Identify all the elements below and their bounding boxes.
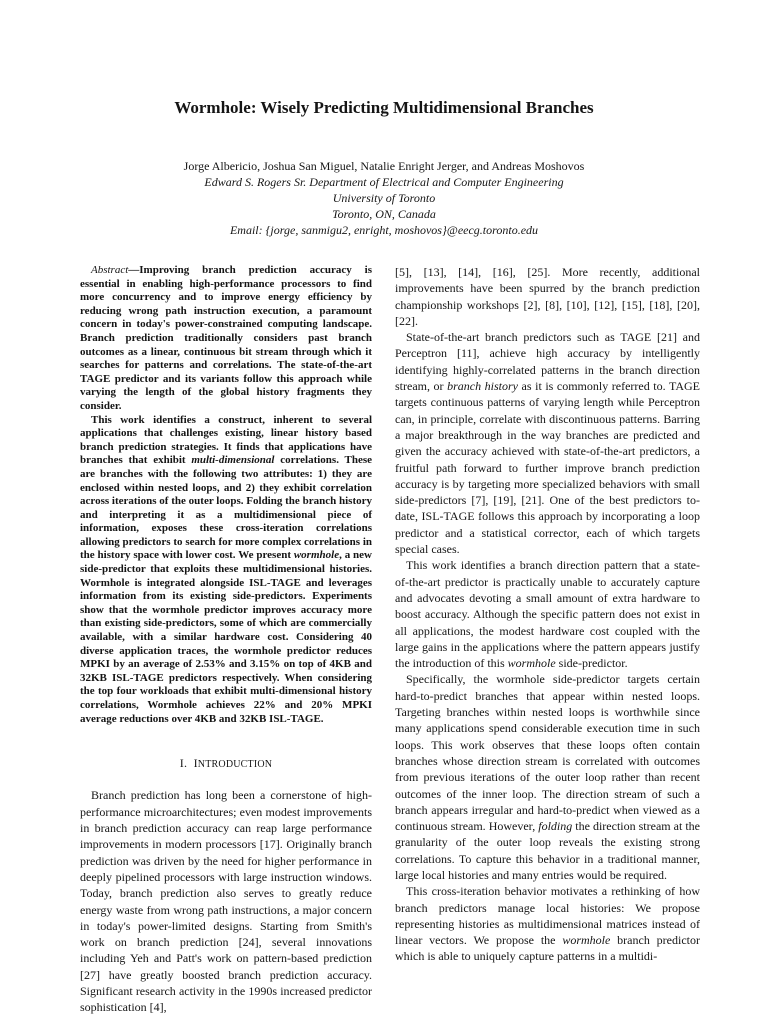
intro-paragraph-2: State-of-the-art branch predictors such as TAGE [21] and Perceptron [11], achieve high accuracy by intelligently identifying highly-correlated patterns in the branch direction stream, or branch history as it is commonly referred to. TAGE targets continuous patterns of varying length while Perceptron can, in principle, correlate with discontinuous patterns. Barring a major breakthrough in the way branches are predicted and given the accuracy achieved with state-of-the-art predictors, a fruitful path forward to further improve branch prediction accuracy is by targeting more specialized behaviors with small side-predictors [7], [19], [21]. One of the best predictors to-date, ISL-TAGE follows this approach by incorporating a loop predictor and a statistical corrector, each of which targets special cases. [395, 330, 701, 557]
abstract-label: Abstract [91, 264, 129, 276]
right-column [395, 264, 700, 965]
author-location: Toronto, ON, Canada [332, 207, 436, 221]
author-block [0, 158, 768, 238]
author-university: University of Toronto [332, 191, 436, 205]
abstract [80, 264, 372, 726]
intro-paragraph-continued: [5], [13], [14], [16], [25]. More recently, additional improvements have been spurred by the branch prediction championship workshops [2], [8], [10], [12], [15], [18], [20], [22]. [395, 265, 700, 328]
intro-paragraph-5: This cross-iteration behavior motivates a rethinking of how branch predictors manage local histories: We propose representing histories as multidimensional matrices instead of linear vectors. We propose the wormhole branch predictor which is able to uniquely capture patterns in a multidi- [395, 884, 700, 964]
left-column [80, 264, 372, 1016]
intro-paragraph-3: This work identifies a branch direction pattern that a state-of-the-art predictor is practically unable to accurately capture and advocates devoting a small amount of extra hardware to boost accuracy. Although the specific pattern does not exist in all applications, the modest hardware cost coupled with the large gains in the applications where the pattern appears justify the introduction of this wormhole side-predictor. [395, 558, 700, 671]
abstract-paragraph-2: This work identifies a construct, inherent to several applications that challenges existing, linear history based branch prediction strategies. It finds that applications have branches that exhibit multi-dimensional correlations. These are branches with the following two attributes: 1) they are enclosed within nested loops, and 2) they exhibit correlation across iterations of the outer loops. Folding the branch history and interpreting it as a multidimensional piece of information, exposes these cross-iteration correlations allowing predictors to search for more complex correlations in the history space with lower cost. We present wormhole, a new side-predictor that exploits these multidimensional histories. Wormhole is integrated alongside ISL-TAGE and leverages information from its existing side-predictors. Experiments show that the wormhole predictor improves accuracy more than existing side-predictors, some of which are commercially available, with a similar hardware cost. Considering 40 diverse application traces, the wormhole predictor reduces MPKI by an average of 2.53% and 3.15% on top of 4KB and 32KB ISL-TAGE predictors respectively. When considering the top four workloads that exhibit multi-dimensional history correlations, Wormhole achieves 22% and 20% MPKI average reductions over 4KB and 32KB ISL-TAGE. [80, 413, 372, 725]
paper-title: Wormhole: Wisely Predicting Multidimensional Branches [174, 98, 594, 117]
author-email: Email: {jorge, sanmigu2, enright, moshovos}@eecg.toronto.edu [229, 223, 539, 237]
section-heading-introduction: I. INTRODUCTION [179, 756, 273, 771]
intro-paragraph-1: Branch prediction has long been a cornerstone of high-performance microarchitectures; even modest improvements in branch prediction accuracy can reap large performance improvements in modern processors [17]. Originally branch prediction was driven by the need for higher performance in deeply pipelined processors with large instruction windows. Today, branch prediction also serves to greatly reduce energy waste from wrong path instructions, a major concern in today's power-limited designs. Starting from Smith's work on branch prediction [24], several innovations including Yeh and Patt's work on pattern-based prediction [27] have greatly boosted branch prediction accuracy. Significant research activity in the 1990s increased predictor sophistication [4], [80, 788, 372, 1015]
intro-paragraph-4: Specifically, the wormhole side-predictor targets certain hard-to-predict branches that appear within nested loops. Targeting branches within nested loops is worthwhile since many applications spend considerable execution time in such loops. This work observes that these loops often contain branches whose direction stream is correlated with outcomes from previous iterations of the outer loop rather than recent outcomes of the inner loop. The direction stream of such a branch appears irregular and hard-to-predict when viewed as a continuous stream. However, folding the direction stream at the granularity of the outer loop reveals the existing strong correlations. To capture this behavior in a traditional manner, large local histories and many entries would be required. [395, 672, 700, 882]
author-names: Jorge Albericio, Joshua San Miguel, Natalie Enright Jerger, and Andreas Moshovos [183, 159, 585, 173]
abstract-paragraph-1: Abstract—Improving branch prediction accuracy is essential in enabling high-performance processors to find more concurrency and to improve energy efficiency by reducing wrong path instruction execution, a paramount concern in today's power-constrained computing landscape. Branch prediction traditionally considers past branch outcomes as a linear, continuous bit stream through which it searches for patterns and correlations. The state-of-the-art TAGE predictor and its variants follow this approach while varying the length of the global history fragments they consider. [80, 264, 372, 412]
author-affiliation: Edward S. Rogers Sr. Department of Electrical and Computer Engineering [204, 175, 564, 189]
